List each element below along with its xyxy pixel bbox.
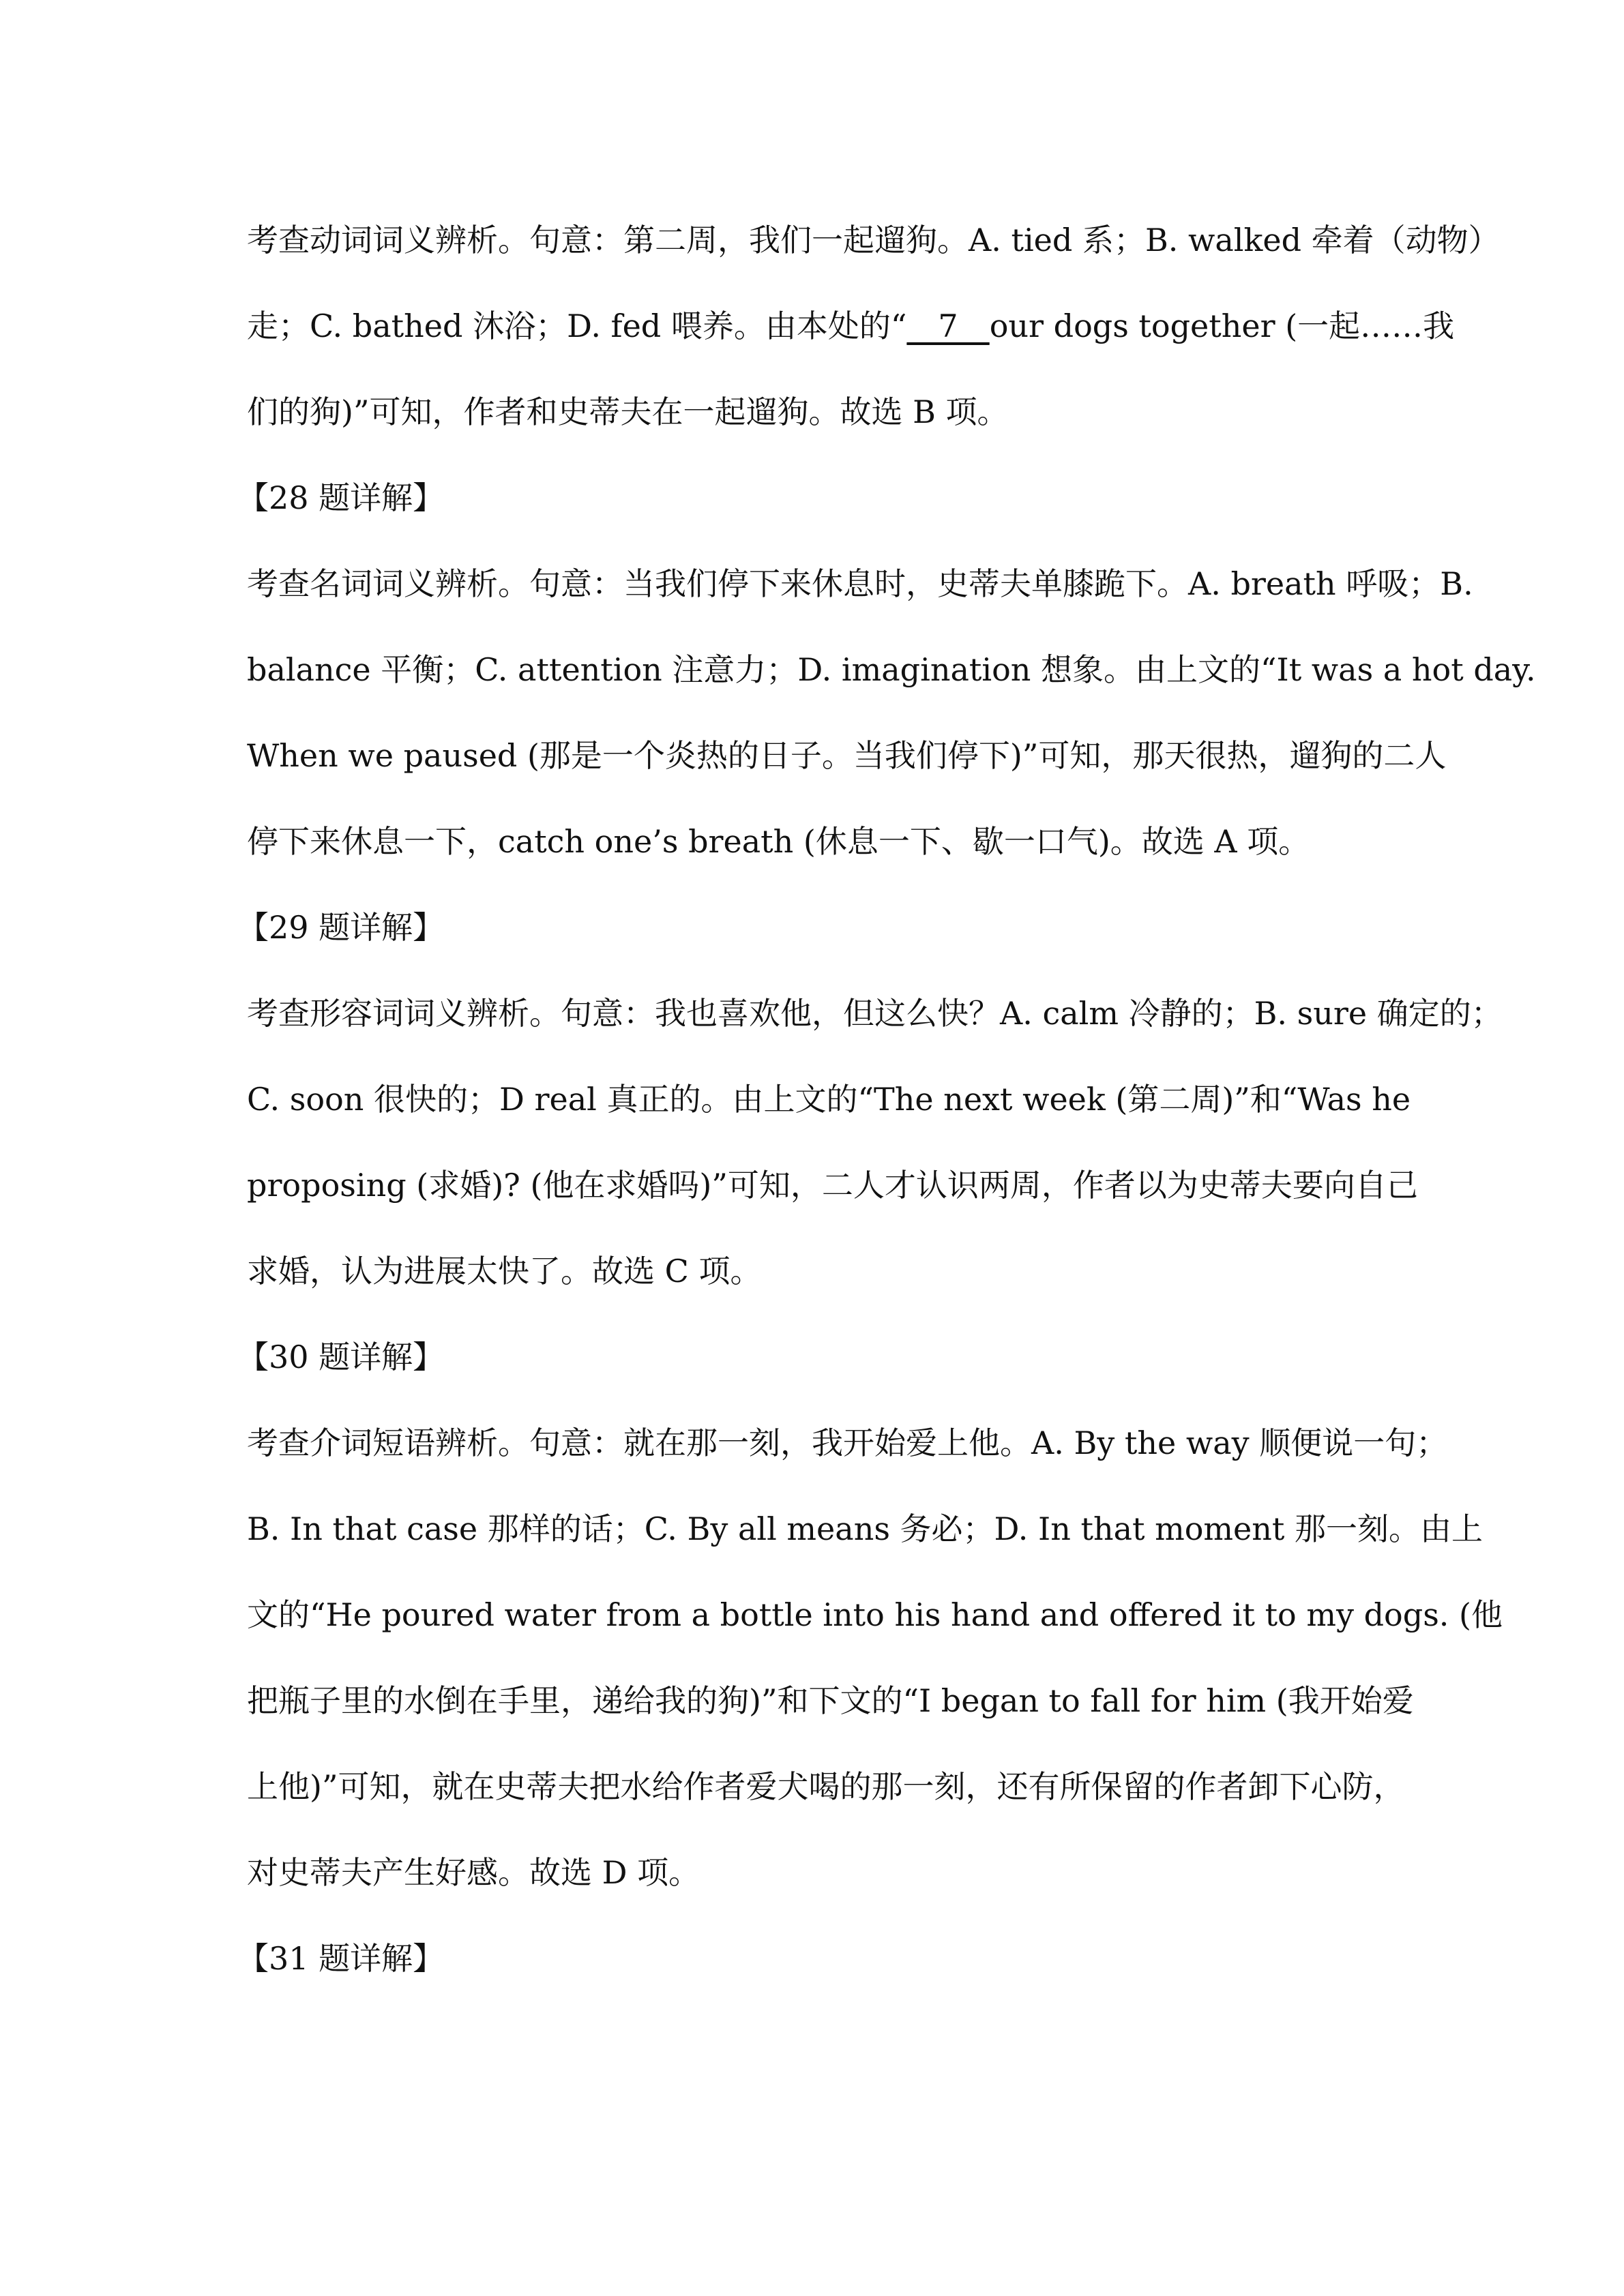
q30-line-6: 对史蒂夫产生好感。故选 D 项。	[247, 1854, 700, 1891]
q29-line-1: 考查形容词词义辨析。句意：我也喜欢他，但这么快？A. calm 冷静的；B. sure 确定的；	[247, 995, 1503, 1032]
q30-line-3: 文的“He poured water from a bottle into his hand and offered it to my dogs. (他	[247, 1596, 1503, 1633]
q27-line-2-before: 走；C. bathed 沐浴；D. fed 喂养。由本处的“	[247, 308, 907, 344]
q28-line-1: 考查名词词义辨析。句意：当我们停下来休息时，史蒂夫单膝跪下。A. breath 呼吸；B.	[247, 565, 1473, 602]
q30-heading: 【30 题详解】	[237, 1339, 445, 1375]
q27-line-2-after: our dogs together (一起……我	[989, 308, 1455, 344]
q28-line-4: 停下来休息一下，catch one’s breath (休息一下、歇一口气)。故选 A 项。	[247, 823, 1310, 860]
q29-line-4: 求婚，认为进展太快了。故选 C 项。	[247, 1253, 762, 1289]
q28-line-2: balance 平衡；C. attention 注意力；D. imagination 想象。由上文的“It was a hot day.	[247, 651, 1536, 688]
q28-heading: 【28 题详解】	[237, 479, 445, 516]
q30-line-1: 考查介词短语辨析。句意：就在那一刻，我开始爱上他。A. By the way 顺便说一句；	[247, 1425, 1448, 1461]
q31-heading: 【31 题详解】	[237, 1940, 445, 1977]
q29-line-3: proposing (求婚)? (他在求婚吗)”可知，二人才认识两周，作者以为史蒂夫要向自己	[247, 1167, 1418, 1204]
q30-line-5: 上他)”可知，就在史蒂夫把水给作者爱犬喝的那一刻，还有所保留的作者卸下心防，	[247, 1768, 1405, 1805]
q27-blank: __7__	[906, 308, 990, 344]
q29-line-2: C. soon 很快的；D real 真正的。由上文的“The next week (第二周)”和“Was he	[247, 1081, 1411, 1118]
q28-line-3: When we paused (那是一个炎热的日子。当我们停下)”可知，那天很热，遛狗的二人	[247, 737, 1447, 774]
q29-heading: 【29 题详解】	[237, 909, 445, 946]
q30-line-4: 把瓶子里的水倒在手里，递给我的狗)”和下文的“I began to fall for him (我开始爱	[247, 1682, 1414, 1719]
q30-line-2: B. In that case 那样的话；C. By all means 务必；D. In that moment 那一刻。由上	[247, 1510, 1483, 1547]
q27-line-1: 考查动词词义辨析。句意：第二周，我们一起遛狗。A. tied 系；B. walked 牵着（动物）	[247, 222, 1500, 258]
q27-line-2	[247, 304, 1455, 348]
q27-line-3: 们的狗)”可知，作者和史蒂夫在一起遛狗。故选 B 项。	[247, 393, 1009, 430]
